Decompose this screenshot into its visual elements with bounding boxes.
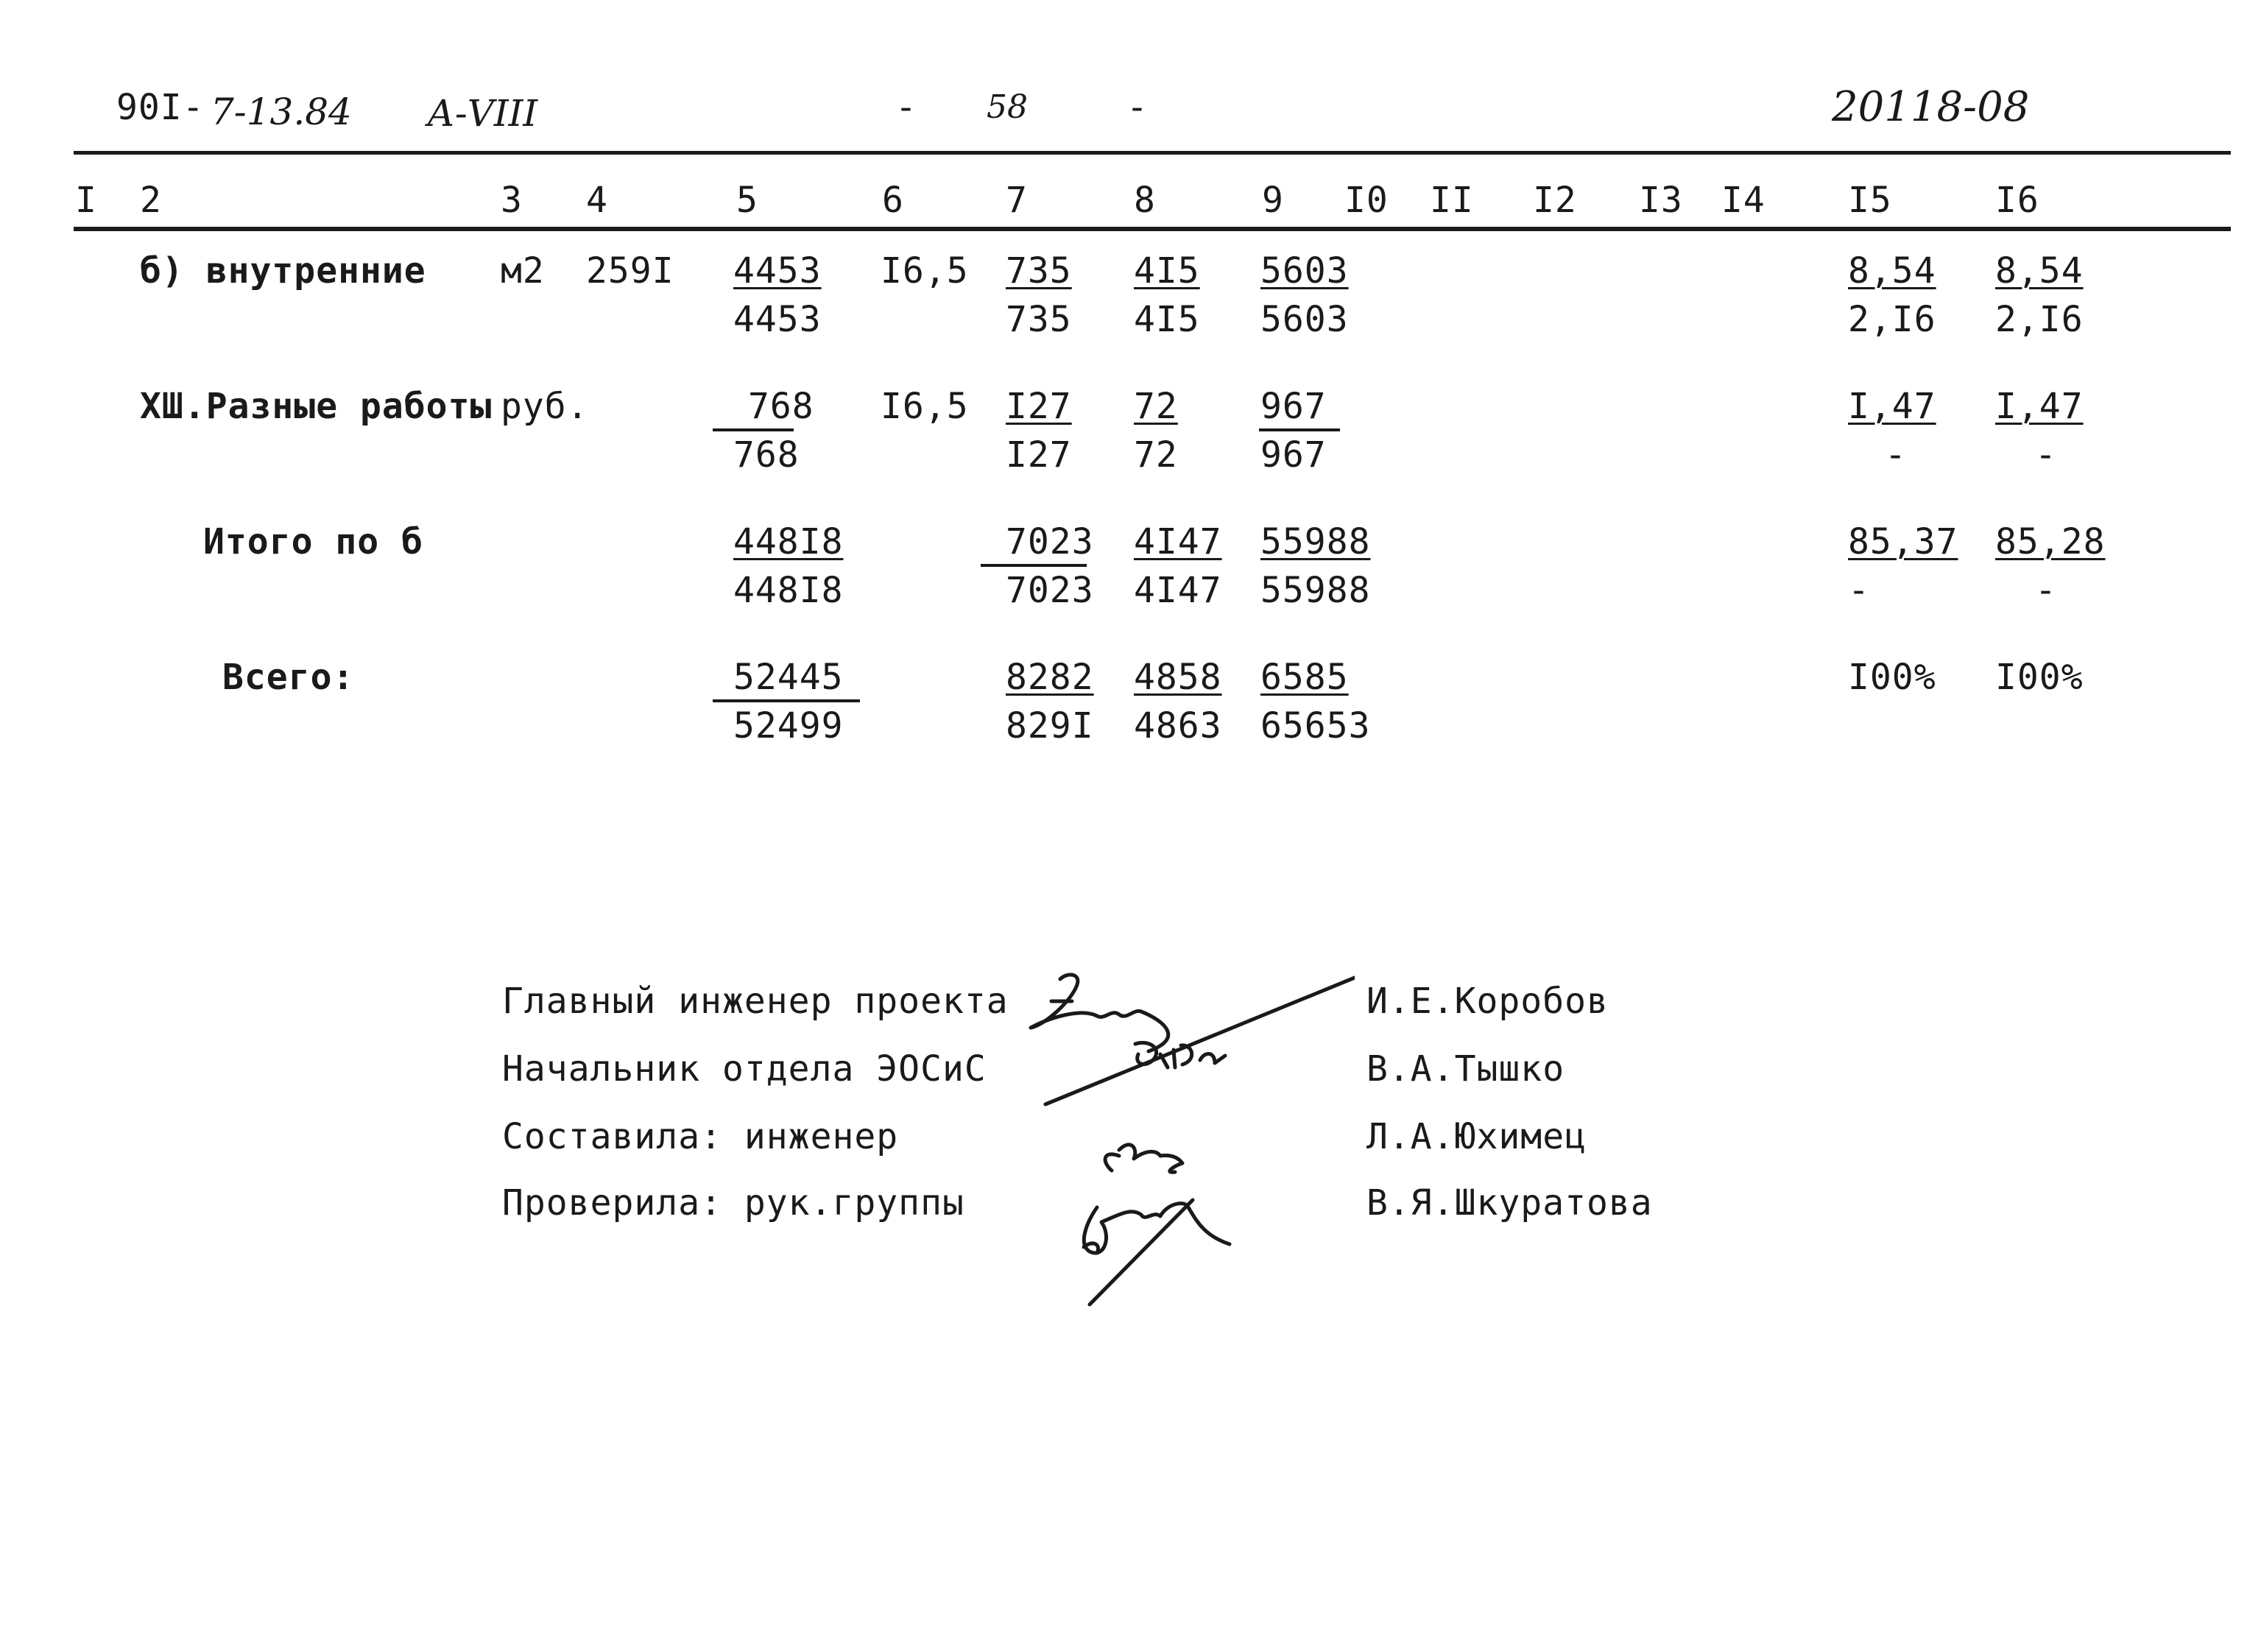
cell-value: I,47 [1848,386,1936,427]
row-name: Всего: [222,657,355,698]
cell-value: 829I [1006,705,1094,746]
cell-value: I6,5 [881,386,969,427]
cell-value: I00% [1995,657,2084,698]
cell-value: 967 [1260,434,1327,476]
row-unit: руб. [501,386,589,427]
column-number: I0 [1344,180,1389,221]
cell-value: - [2035,570,2057,611]
signer-name: В.А.Тышко [1366,1048,1565,1090]
cell-value: 4453 [733,250,822,292]
cell-value: 5603 [1260,299,1349,340]
cell-value: I6,5 [881,250,969,292]
cell-value: 967 [1260,386,1327,427]
signer-name: В.Я.Шкуратова [1366,1182,1653,1224]
cell-value: 4I47 [1134,521,1222,562]
cell-value: 2,I6 [1848,299,1936,340]
cell-value: 52499 [733,705,844,746]
cell-value: I27 [1006,386,1072,427]
cell-value: 7023 [1006,521,1094,562]
signer-title: Главный инженер проекта [502,981,1009,1022]
doc-code-typed: 90I- [116,87,205,128]
row-quantity: 259I [586,250,674,292]
signer-title: Составила: инженер [502,1116,899,1157]
cell-value: 55988 [1260,570,1371,611]
cell-value: 448I8 [733,521,844,562]
cell-value: - [1885,434,1907,476]
cell-value: 8282 [1006,657,1094,698]
cell-value: 768 [748,386,814,427]
column-number: 6 [882,180,904,221]
row-name: ХШ.Разные работы [140,386,493,427]
column-number: I4 [1721,180,1766,221]
row-name: Итого по б [203,521,423,562]
cell-value: 4I47 [1134,570,1222,611]
column-number: 5 [736,180,758,221]
cell-value: 8,54 [1848,250,1936,292]
row-name: б) внутренние [140,250,426,292]
column-number: I3 [1639,180,1683,221]
fraction-line [713,699,860,702]
cell-value: - [2035,434,2057,476]
cell-value: 768 [733,434,800,476]
cell-value: I,47 [1995,386,2084,427]
handwritten-signatures [1016,957,1355,1310]
column-number: 3 [501,180,523,221]
cell-value: I00% [1848,657,1936,698]
signer-name: И.Е.Коробов [1366,981,1609,1022]
cell-value: 735 [1006,299,1072,340]
cell-value: 4863 [1134,705,1222,746]
row-unit: м2 [501,250,545,292]
column-number: 2 [140,180,162,221]
signer-title: Начальник отдела ЭОСиС [502,1048,987,1090]
column-rule [74,227,2231,231]
fraction-line [713,428,794,431]
page-dash-right: - [1126,87,1149,128]
cell-value: I27 [1006,434,1072,476]
cell-value: 85,28 [1995,521,2106,562]
cell-value: 72 [1134,434,1178,476]
column-number: 8 [1134,180,1156,221]
cell-value: 4I5 [1134,250,1200,292]
column-number: I6 [1995,180,2039,221]
cell-value: 4453 [733,299,822,340]
cell-value: 85,37 [1848,521,1958,562]
signer-title: Проверила: рук.группы [502,1182,964,1224]
cell-value: 72 [1134,386,1178,427]
album-number: А-VIII [427,92,538,135]
column-number: I5 [1848,180,1892,221]
column-number: I2 [1533,180,1577,221]
column-number: I [75,180,97,221]
cell-value: 55988 [1260,521,1371,562]
cell-value: 8,54 [1995,250,2084,292]
cell-value: 2,I6 [1995,299,2084,340]
header-rule [74,151,2231,155]
cell-value: 5603 [1260,250,1349,292]
signer-name: Л.А.Юхимец [1366,1116,1587,1157]
doc-code-handwritten: 7-13.84 [211,91,352,133]
column-number: II [1430,180,1474,221]
page-number: 58 [987,88,1028,126]
cell-value: 52445 [733,657,844,698]
column-number: 7 [1006,180,1028,221]
cell-value: 735 [1006,250,1072,292]
cell-value: 65653 [1260,705,1371,746]
sheet-code: 20118-08 [1832,83,2030,131]
cell-value: 4I5 [1134,299,1200,340]
column-number: 4 [586,180,608,221]
page-dash-left: - [895,87,917,128]
cell-value: 6585 [1260,657,1349,698]
fraction-line [1259,428,1340,431]
cell-value: 448I8 [733,570,844,611]
cell-value: 7023 [1006,570,1094,611]
fraction-line [981,564,1087,567]
cell-value: 4858 [1134,657,1222,698]
cell-value: - [1848,570,1870,611]
column-number: 9 [1262,180,1284,221]
